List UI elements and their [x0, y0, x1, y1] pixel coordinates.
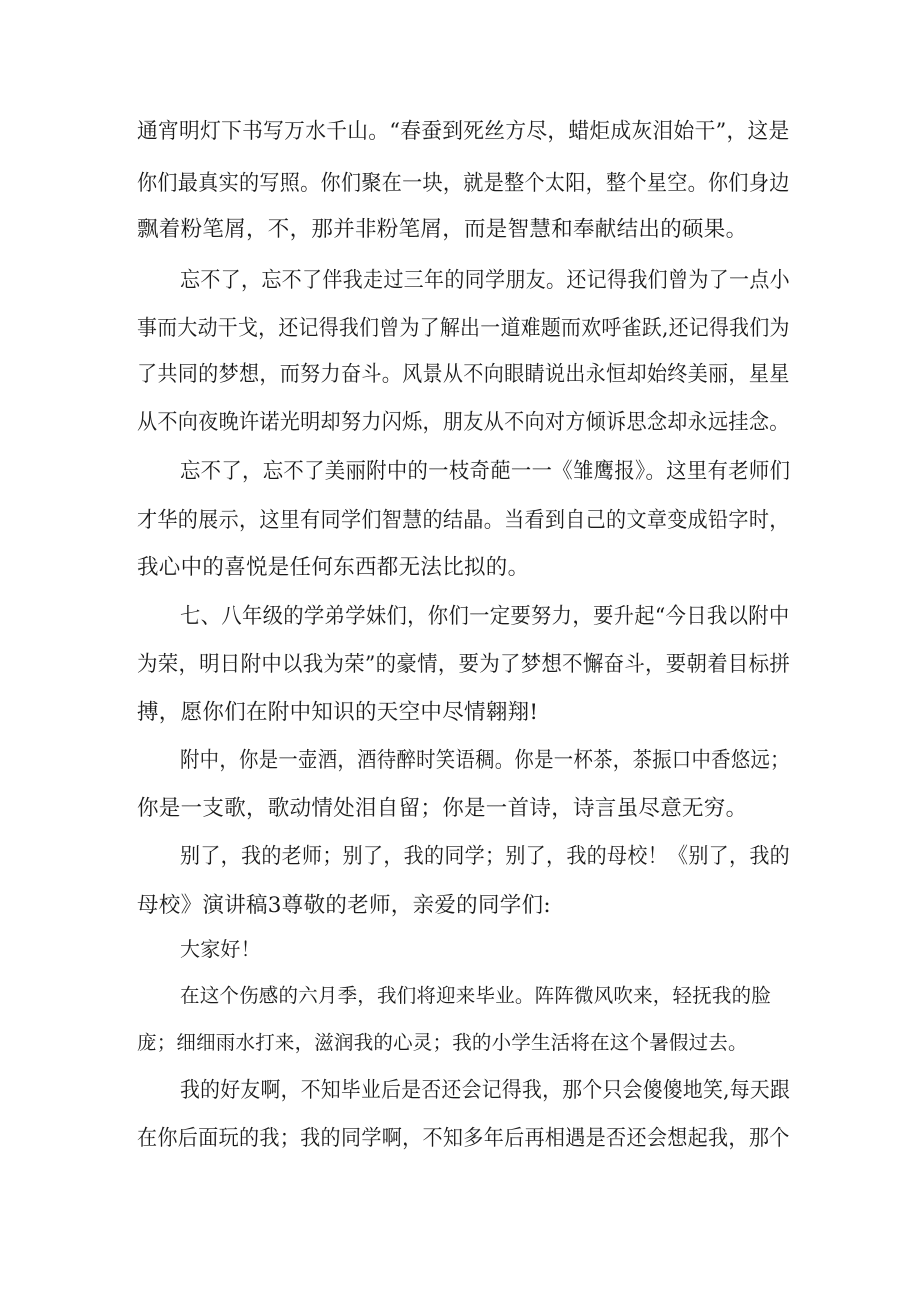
text-line: 了共同的梦想，而努力奋斗。风景从不向眼睛说出永恒却始终美丽，星星: [137, 362, 790, 387]
text-line: 从不向夜晚许诺光明却努力闪烁，朋友从不向对方倾诉思念却永远挂念。: [137, 410, 790, 435]
text-line: 我的好友啊，不知毕业后是否还会记得我，那个只会傻傻地笑,每天跟: [180, 1078, 791, 1103]
text-line: 大家好！: [180, 937, 261, 961]
text-line: 忘不了，忘不了伴我走过三年的同学朋友。还记得我们曾为了一点小: [180, 268, 791, 293]
text-line: 别了，我的老师；别了，我的同学；别了，我的母校！《别了，我的: [180, 844, 791, 869]
text-line: 在你后面玩的我；我的同学啊，不知多年后再相遇是否还会想起我，那个: [137, 1126, 790, 1151]
text-line: 飘着粉笔屑，不，那并非粉笔屑，而是智慧和奉献结出的硕果。: [137, 217, 748, 242]
text-line: 搏，愿你们在附中知识的天空中尽情翱翔!: [137, 700, 539, 725]
text-line: 我心中的喜悦是任何东西都无法比拟的。: [137, 555, 530, 580]
text-line: 母校》演讲稿3尊敬的老师，亲爱的同学们:: [137, 893, 551, 918]
text-line: 通宵明灯下书写万水千山。“春蚕到死丝方尽，蜡炬成灰泪始干”，这是: [137, 119, 790, 144]
text-line: 你们最真实的写照。你们聚在一块，就是整个太阳，整个星空。你们身边: [137, 171, 790, 196]
text-line: 事而大动干戈，还记得我们曾为了解出一道难题而欢呼雀跃,还记得我们为: [137, 316, 790, 341]
text-line: 忘不了，忘不了美丽附中的一枝奇葩一一《雏鹰报》。这里有老师们: [180, 459, 791, 484]
text-line: 为荣，明日附中以我为荣”的豪情，要为了梦想不懈奋斗，要朝着目标拼: [137, 652, 791, 677]
text-line: 庞；细细雨水打来，滋润我的心灵；我的小学生活将在这个暑假过去。: [137, 1031, 748, 1054]
text-line: 附中，你是一壶酒，酒待醉时笑语稠。你是一杯茶，茶振口中香悠远；: [180, 748, 790, 773]
text-line: 才华的展示，这里有同学们智慧的结晶。当看到自己的文章变成铅字时，: [137, 508, 790, 533]
text-line: 你是一支歌，歌动情处泪自留；你是一首诗，诗言虽尽意无穷。: [137, 796, 748, 821]
text-line: 在这个伤感的六月季，我们将迎来毕业。阵阵微风吹来，轻抚我的脸: [180, 984, 772, 1007]
text-line: 七、八年级的学弟学妹们，你们一定要努力，要升起“今日我以附中: [180, 604, 790, 629]
